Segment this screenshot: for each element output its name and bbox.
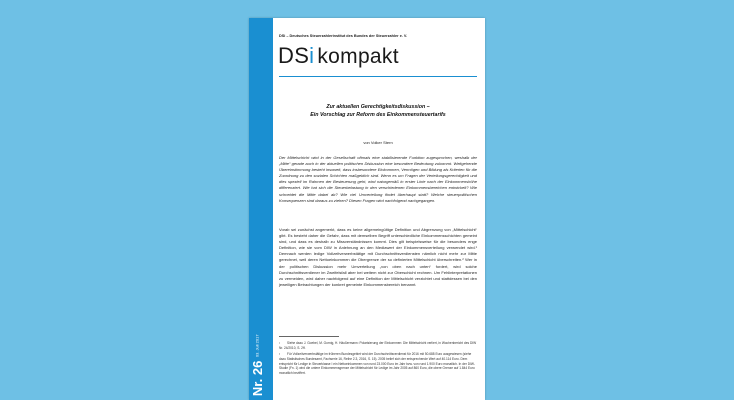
logo-suffix: kompakt (317, 45, 399, 68)
header-divider (279, 76, 477, 77)
logo-prefix: DS (278, 43, 310, 68)
body-paragraph: Vorab sei zunächst angemerkt, dass es keine allgemeingültige Definition und Abgrenzung von „Mittelschicht“ gibt. Es besteht daher die Gefahr, dass mit demselben Begriff unterschiedliche Einkommensschichten gemeint sind, und dass es deshalb zu Missverständnissen kommt. Dies gilt beispielsweise für die besonders enge Definition, wie sie vom DIW in Anlehnung an den Mediawert der Einkommensverteilung verwendet wird.¹ Demnach werden ledige Vollzeitverwerbstätige mit Durchschnittsverdiensten nämlich nicht mehr zur Mitte gerechnet, weil deren Nettoeinkommen die Obergrenze der so definierten Mittelschicht überschreiten.² Wer in der politischen Diskussion mehr Umverteilung „von oben nach unten“ fordert, wird solche Durchschnittsverdiener im Zweifelsfall aber bei weitem nicht zur Oberschicht rechnen. Um Fehlinterpretationen zu vermeiden, wird daher nachfolgend auf eine Definition der Mittelschicht verzichtet und stattdessen bei den jeweiligen Betrachtungen der konkret gemeinte Einkommensbereich benannt. (279, 227, 477, 287)
author-line: von Volker Stern (363, 140, 393, 145)
abstract-paragraph: Der Mittelschicht wird in der Gesellschaft oftmals eine stabilisierende Funktion zugesprochen, weshalb der „Mitte“ gerade auch in der aktuellen politischen Diskussion eine besondere Bedeutung zukommt. Weitgehende Übereinstimmung besteht insoweit, dass insbesondere Einkommen, Vermögen und Bildung als Kriterien für die Zuordnung zu den sozialen Schichten maßgeblich sind. Wenn es um Fragen der Verteilungsgerechtigkeit und dies speziell im Rahmen der Besteuerung geht, wird naturgemäß in erster Linie nach der Einkommenshöhe differenziert. Wie hat sich die Steuerbelastung in den verschiedenen Einkommensbereichen entwickelt? Wie schneidet die Mitte dabei ab? Wie viel Umverteilung findet überhaupt statt? Welche steuerpolitischen Konsequenzen sind daraus zu ziehen? Diesen Fragen wird nachfolgend nachgegangen. (279, 155, 477, 203)
footnote-1 (279, 341, 477, 351)
footnote-2 (279, 352, 477, 376)
title-line-1: Zur aktuellen Gerechtigkeitsdiskussion – (326, 104, 430, 110)
logo-i: i (309, 43, 315, 68)
document-title (279, 103, 477, 119)
issue-number: Nr. 26 (250, 360, 265, 396)
footnote-2-marker: ² (279, 352, 281, 356)
issue-date: 03. Juli 2017 (254, 333, 260, 357)
dsi-kompakt-logo (278, 44, 399, 69)
institute-name: DSi – Deutsches Steuerzahlerinstitut des Bundes der Steuerzahler e. V. (279, 34, 408, 38)
footnote-2-text: Für Vollzeitverwerbstätige im früheren Bundesgebiet wird der Durchschnittsverdienst für 2016 mit 50.688 Euro ausgewiesen (siehe dazu Statistisches Bundesamt, Fachserie 16, Reihe 2.3, 2016, S. 15). 2005 belief sich der entsprechende Wert auf 40.114 Euro. Dem entspricht für Ledige in Steuerklasse I ein Nettoeinkommen von rund 23.000 Euro im Jahr bzw. von rund 1.900 Euro monatlich. In der DIW-Studie (Fn. 1) wird die untere Einkommensgrenze der Mittelschicht für Ledige im Jahr 2005 auf 860 Euro, die obere Grenze auf 1.844 Euro monatlich beziffert. (279, 352, 475, 376)
footnote-divider (279, 336, 339, 337)
sidebar-label (251, 334, 264, 396)
footnote-1-text: Siehe dazu J. Goebel, M. Gornig, H. Häußermann: Polarisierung der Einkommen: Die Mittelschicht verliert, in Wochenbericht des DIW Nr. 24/2010, S. 2ff. (279, 341, 477, 350)
title-line-2: Ein Vorschlag zur Reform des Einkommensteuertarifs (310, 112, 446, 118)
footnote-1-marker: ¹ (279, 341, 281, 345)
issue-sidebar (249, 18, 273, 400)
document-page (249, 18, 485, 400)
